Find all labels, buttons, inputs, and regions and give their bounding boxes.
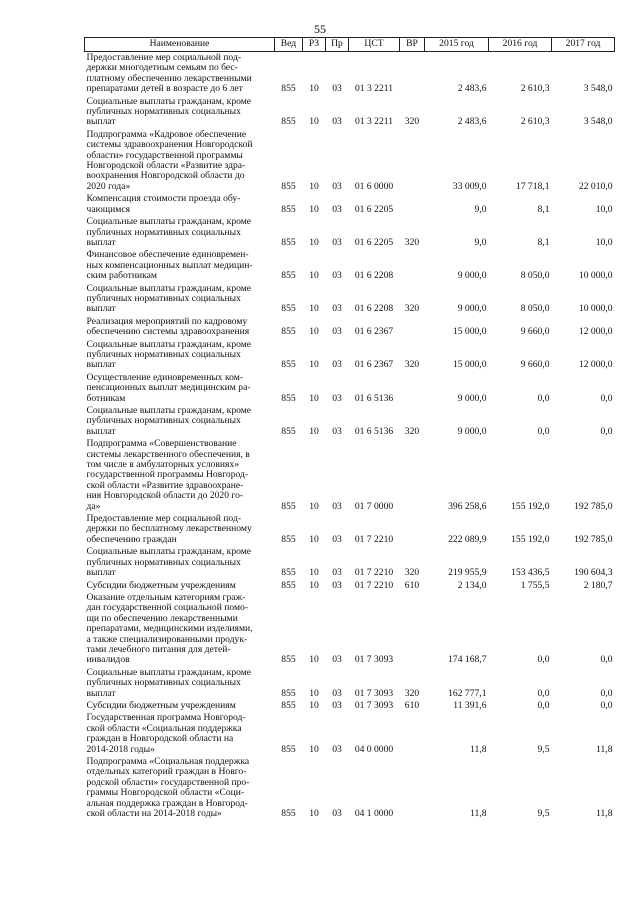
cell-pr: 03 bbox=[332, 567, 342, 579]
cell-vr: 320 bbox=[404, 359, 420, 371]
cell-vr: 320 bbox=[404, 567, 420, 579]
cell-2015: 174 168,7 bbox=[448, 654, 487, 666]
cell-cst: 01 6 2205 bbox=[354, 203, 394, 215]
cell-pr: 03 bbox=[332, 203, 342, 215]
cell-2016: 0,0 bbox=[537, 699, 550, 711]
cell-2015: 162 777,1 bbox=[448, 687, 487, 699]
table-row bbox=[85, 283, 615, 316]
page-number: 55 bbox=[314, 22, 326, 36]
cell-pr: 03 bbox=[332, 533, 342, 545]
table-row bbox=[85, 193, 615, 216]
cell-2015: 9,0 bbox=[474, 236, 487, 248]
cell-2016: 17 718,1 bbox=[515, 180, 550, 192]
cell-2016: 9,5 bbox=[537, 743, 550, 755]
cell-2016: 9,5 bbox=[537, 808, 550, 820]
cell-pr: 03 bbox=[332, 579, 342, 591]
cell-2017: 10,0 bbox=[595, 203, 613, 215]
cell-pr: 03 bbox=[332, 687, 342, 699]
cell-rz: 10 bbox=[309, 116, 319, 128]
cell-ved: 855 bbox=[281, 500, 296, 512]
cell-2017: 0,0 bbox=[600, 687, 613, 699]
cell-cst: 01 7 2210 bbox=[354, 579, 394, 591]
table-row bbox=[85, 372, 615, 405]
cell-2017: 11,8 bbox=[596, 808, 613, 820]
cell-rz: 10 bbox=[309, 359, 319, 371]
cell-vr: 610 bbox=[404, 699, 420, 711]
cell-vr bbox=[400, 52, 425, 96]
table-row bbox=[85, 216, 615, 249]
cell-name: Предоставление мер социальной под- держки многодетным семьям по бес- платному обеспечению лекарственными препаратами детей в возрасте до 6 лет bbox=[86, 52, 252, 95]
cell-cst: 01 7 2210 bbox=[354, 533, 394, 545]
cell-pr: 03 bbox=[332, 425, 342, 437]
budget-table bbox=[84, 37, 615, 820]
cell-2015: 15 000,0 bbox=[452, 359, 487, 371]
cell-pr: 03 bbox=[332, 116, 342, 128]
cell-ved: 855 bbox=[281, 533, 296, 545]
cell-2017: 10 000,0 bbox=[578, 270, 613, 282]
cell-name: Подпрограмма «Совершенствование системы лекарственного обеспечения, в том числе в амбулаторных условиях» государственной программы Новгород- ской области «Развитие здравоохране- ния Новгородской области до 2020 го- да» bbox=[86, 438, 250, 512]
cell-rz: 10 bbox=[309, 579, 319, 591]
cell-2015: 222 089,9 bbox=[448, 533, 487, 545]
cell-pr: 03 bbox=[332, 743, 342, 755]
table-row bbox=[85, 546, 615, 579]
cell-2016: 0,0 bbox=[537, 392, 550, 404]
cell-cst: 01 6 0000 bbox=[354, 180, 394, 192]
cell-2016: 0,0 bbox=[537, 654, 550, 666]
header-pr: Пр bbox=[326, 38, 349, 52]
cell-2017: 190 604,3 bbox=[574, 567, 613, 579]
cell-pr: 03 bbox=[332, 236, 342, 248]
header-vr: ВР bbox=[400, 38, 425, 52]
cell-2015: 219 955,9 bbox=[448, 567, 487, 579]
cell-name: Компенсация стоимости проезда обу- чающимся bbox=[86, 193, 241, 215]
cell-2017: 192 785,0 bbox=[574, 500, 613, 512]
cell-2016: 2 610,3 bbox=[520, 116, 550, 128]
cell-vr bbox=[400, 592, 425, 667]
table-row bbox=[85, 405, 615, 438]
cell-name: Подпрограмма «Социальная поддержка отдельных категорий граждан в Новго- родской области» государственной про- граммы Новгородской области «Соци- альная поддержка граждан в Новгород- ской области на 2014-2018 годы» bbox=[86, 756, 250, 820]
cell-rz: 10 bbox=[309, 808, 319, 820]
cell-cst: 01 7 0000 bbox=[354, 500, 394, 512]
cell-cst: 04 1 0000 bbox=[354, 808, 394, 820]
header-cst: ЦСТ bbox=[349, 38, 400, 52]
cell-ved: 855 bbox=[281, 579, 296, 591]
cell-2015: 9,0 bbox=[474, 203, 487, 215]
cell-ved: 855 bbox=[281, 567, 296, 579]
cell-cst: 01 6 5136 bbox=[354, 425, 394, 437]
cell-name: Социальные выплаты гражданам, кроме публичных нормативных социальных выплат bbox=[86, 95, 252, 128]
cell-2017: 12 000,0 bbox=[578, 326, 613, 338]
cell-cst: 04 0 0000 bbox=[354, 743, 394, 755]
cell-rz: 10 bbox=[309, 303, 319, 315]
cell-rz: 10 bbox=[309, 533, 319, 545]
cell-rz: 10 bbox=[309, 236, 319, 248]
cell-2015: 11,8 bbox=[470, 743, 487, 755]
cell-cst: 01 6 2367 bbox=[354, 359, 394, 371]
cell-name: Оказание отдельным категориям граж- дан государственной социальной помо- щи по обеспечению лекарственными препаратами, медицинскими изделиями, а также специализированными продук- тами лечебного питания для детей- инвалидов bbox=[86, 591, 253, 666]
cell-ved: 855 bbox=[281, 303, 296, 315]
cell-2017: 0,0 bbox=[600, 392, 613, 404]
cell-name: Предоставление мер социальной под- держки по бесплатному лекарственному обеспечению граждан bbox=[86, 513, 252, 545]
cell-2016: 9 660,0 bbox=[520, 359, 550, 371]
table-row bbox=[85, 756, 615, 820]
cell-pr: 03 bbox=[332, 180, 342, 192]
cell-ved: 855 bbox=[281, 392, 296, 404]
cell-cst: 01 7 3093 bbox=[354, 654, 394, 666]
table-body bbox=[85, 52, 615, 821]
cell-name: Социальные выплаты гражданам, кроме публичных нормативных социальных выплат bbox=[86, 216, 252, 248]
cell-2017: 3 548,0 bbox=[583, 116, 613, 128]
cell-vr bbox=[400, 756, 425, 820]
cell-2017: 11,8 bbox=[596, 743, 613, 755]
cell-2015: 11,8 bbox=[470, 808, 487, 820]
cell-2015: 2 483,6 bbox=[457, 116, 487, 128]
cell-name: Субсидии бюджетным учреждениям bbox=[86, 699, 236, 711]
cell-vr bbox=[400, 372, 425, 405]
cell-pr: 03 bbox=[332, 699, 342, 711]
cell-rz: 10 bbox=[309, 654, 319, 666]
cell-pr: 03 bbox=[332, 326, 342, 338]
cell-2017: 3 548,0 bbox=[583, 83, 613, 95]
cell-cst: 01 6 2205 bbox=[354, 236, 394, 248]
cell-2015: 9 000,0 bbox=[457, 425, 487, 437]
cell-pr: 03 bbox=[332, 654, 342, 666]
cell-cst: 01 6 2367 bbox=[354, 326, 394, 338]
cell-2016: 0,0 bbox=[537, 425, 550, 437]
cell-vr bbox=[400, 129, 425, 193]
cell-2015: 2 134,0 bbox=[457, 579, 487, 591]
cell-vr bbox=[400, 316, 425, 339]
cell-2017: 0,0 bbox=[600, 699, 613, 711]
cell-vr: 320 bbox=[404, 425, 420, 437]
cell-rz: 10 bbox=[309, 270, 319, 282]
cell-rz: 10 bbox=[309, 500, 319, 512]
cell-name: Осуществление единовременных ком- пенсационных выплат медицинским ра- ботникам bbox=[86, 371, 251, 404]
cell-cst: 01 7 3093 bbox=[354, 699, 394, 711]
cell-rz: 10 bbox=[309, 425, 319, 437]
cell-vr: 320 bbox=[404, 236, 420, 248]
cell-pr: 03 bbox=[332, 303, 342, 315]
cell-vr: 320 bbox=[404, 687, 420, 699]
cell-2017: 22 010,0 bbox=[578, 180, 613, 192]
table-row bbox=[85, 249, 615, 282]
cell-cst: 01 6 5136 bbox=[354, 392, 394, 404]
cell-pr: 03 bbox=[332, 392, 342, 404]
header-name: Наименование bbox=[85, 38, 275, 52]
cell-2017: 10 000,0 bbox=[578, 303, 613, 315]
cell-2015: 11 391,6 bbox=[453, 699, 487, 711]
cell-2015: 9 000,0 bbox=[457, 392, 487, 404]
cell-ved: 855 bbox=[281, 743, 296, 755]
cell-name: Социальные выплаты гражданам, кроме публичных нормативных социальных выплат bbox=[86, 405, 252, 437]
table-row bbox=[85, 52, 615, 96]
table-row bbox=[85, 700, 615, 712]
cell-2016: 8,1 bbox=[537, 236, 550, 248]
cell-ved: 855 bbox=[281, 180, 296, 192]
cell-ved: 855 bbox=[281, 83, 296, 95]
cell-2015: 9 000,0 bbox=[457, 270, 487, 282]
cell-pr: 03 bbox=[332, 808, 342, 820]
table-row bbox=[85, 96, 615, 129]
cell-pr: 03 bbox=[332, 359, 342, 371]
cell-name: Финансовое обеспечение единовремен- ных компенсационных выплат медицин- ским работникам bbox=[86, 249, 253, 282]
cell-ved: 855 bbox=[281, 203, 296, 215]
cell-2015: 2 483,6 bbox=[457, 83, 487, 95]
table-row bbox=[85, 438, 615, 513]
cell-rz: 10 bbox=[309, 743, 319, 755]
table-row bbox=[85, 339, 615, 372]
cell-ved: 855 bbox=[281, 808, 296, 820]
table-row bbox=[85, 129, 615, 193]
cell-name: Социальные выплаты гражданам, кроме публичных нормативных социальных выплат bbox=[86, 338, 252, 371]
cell-pr: 03 bbox=[332, 83, 342, 95]
cell-ved: 855 bbox=[281, 116, 296, 128]
cell-2016: 0,0 bbox=[537, 687, 550, 699]
cell-vr: 320 bbox=[404, 116, 420, 128]
cell-ved: 855 bbox=[281, 699, 296, 711]
table-header bbox=[85, 38, 615, 52]
cell-2015: 9 000,0 bbox=[457, 303, 487, 315]
table-row bbox=[85, 580, 615, 592]
cell-2017: 12 000,0 bbox=[578, 359, 613, 371]
header-ved: Вед bbox=[275, 38, 303, 52]
cell-2015: 15 000,0 bbox=[452, 326, 487, 338]
cell-2016: 8 050,0 bbox=[520, 270, 550, 282]
cell-2016: 153 436,5 bbox=[511, 567, 550, 579]
cell-2016: 8,1 bbox=[537, 203, 550, 215]
cell-name: Социальные выплаты гражданам, кроме публичных нормативных социальных выплат bbox=[86, 666, 252, 699]
cell-vr: 320 bbox=[404, 303, 420, 315]
cell-name: Государственная программа Новгород- ской области «Социальная поддержка граждан в Новгородской области на 2014-2018 годы» bbox=[86, 712, 246, 755]
cell-2016: 2 610,3 bbox=[520, 83, 550, 95]
cell-cst: 01 6 2208 bbox=[354, 303, 394, 315]
header-2016: 2016 год bbox=[489, 38, 552, 52]
cell-ved: 855 bbox=[281, 236, 296, 248]
cell-vr bbox=[400, 513, 425, 546]
cell-rz: 10 bbox=[309, 699, 319, 711]
table-row bbox=[85, 667, 615, 700]
cell-pr: 03 bbox=[332, 270, 342, 282]
cell-rz: 10 bbox=[309, 687, 319, 699]
cell-pr: 03 bbox=[332, 500, 342, 512]
table-row bbox=[85, 592, 615, 667]
cell-name: Подпрограмма «Кадровое обеспечение системы здравоохранения Новгородской области» государственной программы Новгородской области «Развитие здра- воохранения Новгородской области до 2020 года» bbox=[86, 128, 253, 192]
cell-vr bbox=[400, 249, 425, 282]
cell-2015: 33 009,0 bbox=[452, 180, 487, 192]
cell-ved: 855 bbox=[281, 270, 296, 282]
cell-cst: 01 7 2210 bbox=[354, 567, 394, 579]
header-rz: РЗ bbox=[303, 38, 326, 52]
cell-rz: 10 bbox=[309, 392, 319, 404]
cell-vr bbox=[400, 712, 425, 756]
cell-ved: 855 bbox=[281, 326, 296, 338]
cell-2016: 155 192,0 bbox=[511, 500, 550, 512]
cell-name: Субсидии бюджетным учреждениям bbox=[86, 579, 236, 591]
cell-ved: 855 bbox=[281, 359, 296, 371]
cell-2016: 9 660,0 bbox=[520, 326, 550, 338]
cell-vr: 610 bbox=[404, 579, 420, 591]
cell-2016: 155 192,0 bbox=[511, 533, 550, 545]
cell-cst: 01 3 2211 bbox=[354, 116, 394, 128]
cell-2017: 2 180,7 bbox=[583, 579, 613, 591]
table-row bbox=[85, 513, 615, 546]
header-2017: 2017 год bbox=[552, 38, 615, 52]
cell-ved: 855 bbox=[281, 425, 296, 437]
cell-cst: 01 7 3093 bbox=[354, 687, 394, 699]
cell-cst: 01 3 2211 bbox=[354, 83, 394, 95]
cell-rz: 10 bbox=[309, 180, 319, 192]
cell-vr bbox=[400, 438, 425, 513]
cell-name: Реализация мероприятий по кадровому обеспечению системы здравоохранения bbox=[86, 315, 250, 338]
table-row bbox=[85, 712, 615, 756]
cell-cst: 01 6 2208 bbox=[354, 270, 394, 282]
cell-rz: 10 bbox=[309, 83, 319, 95]
cell-rz: 10 bbox=[309, 567, 319, 579]
cell-2016: 1 755,5 bbox=[520, 579, 550, 591]
cell-2017: 0,0 bbox=[600, 425, 613, 437]
cell-rz: 10 bbox=[309, 203, 319, 215]
cell-2017: 10,0 bbox=[595, 236, 613, 248]
cell-2017: 192 785,0 bbox=[574, 533, 613, 545]
header-2015: 2015 год bbox=[425, 38, 489, 52]
table-row bbox=[85, 316, 615, 339]
cell-vr bbox=[400, 193, 425, 216]
cell-2017: 0,0 bbox=[600, 654, 613, 666]
cell-rz: 10 bbox=[309, 326, 319, 338]
cell-name: Социальные выплаты гражданам, кроме публичных нормативных социальных выплат bbox=[86, 282, 252, 315]
cell-2016: 8 050,0 bbox=[520, 303, 550, 315]
cell-ved: 855 bbox=[281, 687, 296, 699]
cell-ved: 855 bbox=[281, 654, 296, 666]
cell-2015: 396 258,6 bbox=[448, 500, 487, 512]
cell-name: Социальные выплаты гражданам, кроме публичных нормативных социальных выплат bbox=[86, 546, 252, 579]
